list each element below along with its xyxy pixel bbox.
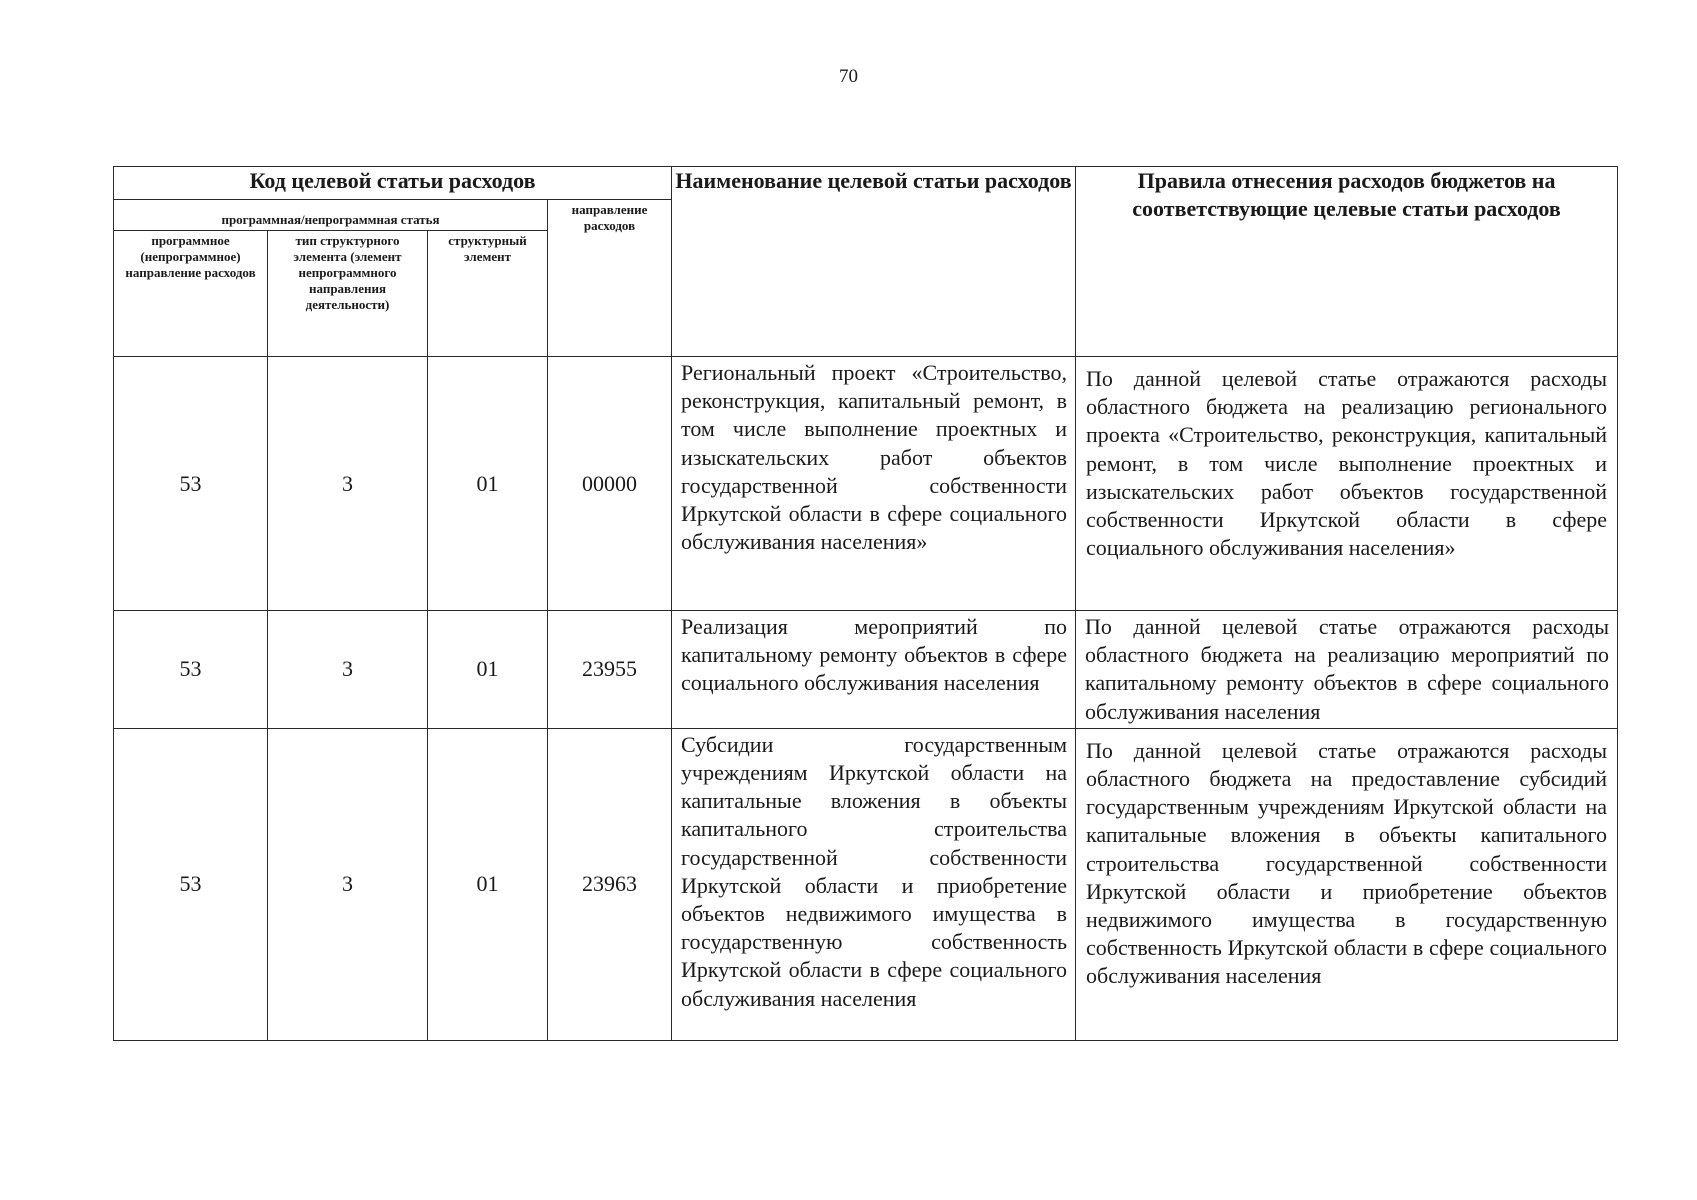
header-direction-of-expenses: направление расходов xyxy=(548,200,672,357)
header-program-direction: программное (непрограммное) направление расходов xyxy=(114,231,268,357)
cell-program-code: 53 xyxy=(114,611,268,729)
cell-program-code: 53 xyxy=(114,728,268,1040)
header-structural-element-type: тип структурного элемента (элемент непрограммного направления деятельности) xyxy=(268,231,428,357)
cell-direction-code: 23955 xyxy=(548,611,672,729)
cell-article-rule: По данной целевой статье отражаются расходы областного бюджета на реализацию регионального проекта «Строительство, реконструкция, капитальный ремонт, в том числе выполнение проектных и изыскательских работ объектов государственной собственности Иркутской области в сфере социального обслуживания населения» xyxy=(1076,357,1618,611)
cell-element-code: 01 xyxy=(428,728,548,1040)
cell-article-rule: По данной целевой статье отражаются расходы областного бюджета на реализацию мероприятий по капитальному ремонту объектов в сфере социального обслуживания населения xyxy=(1076,611,1618,729)
cell-direction-code: 23963 xyxy=(548,728,672,1040)
cell-element-code: 01 xyxy=(428,611,548,729)
header-rules: Правила отнесения расходов бюджетов на соответствующие целевые статьи расходов xyxy=(1076,167,1618,357)
cell-type-code: 3 xyxy=(268,357,428,611)
cell-type-code: 3 xyxy=(268,728,428,1040)
table-row xyxy=(114,357,1618,611)
cell-direction-code: 00000 xyxy=(548,357,672,611)
header-program-article: программная/непрограммная статья xyxy=(114,200,548,231)
target-expense-table xyxy=(113,166,1618,1041)
cell-element-code: 01 xyxy=(428,357,548,611)
cell-article-name: Субсидии государственным учреждениям Иркутской области на капитальные вложения в объекты капитального строительства государственной собственности Иркутской области и приобретение объектов недвижимого имущества в государственную собственность Иркутской области в сфере социального обслуживания населения xyxy=(672,728,1076,1040)
table-row xyxy=(114,728,1618,1040)
cell-article-name: Реализация мероприятий по капитальному ремонту объектов в сфере социального обслуживания населения xyxy=(672,611,1076,729)
header-name: Наименование целевой статьи расходов xyxy=(672,167,1076,357)
table-row xyxy=(114,611,1618,729)
page-number: 70 xyxy=(839,66,858,87)
header-structural-element: структурный элемент xyxy=(428,231,548,357)
cell-program-code: 53 xyxy=(114,357,268,611)
cell-type-code: 3 xyxy=(268,611,428,729)
cell-article-rule: По данной целевой статье отражаются расходы областного бюджета на предоставление субсидий государственным учреждениям Иркутской области на капитальные вложения в объекты капитального строительства государственной собственности Иркутской области и приобретение объектов недвижимого имущества в государственную собственность Иркутской области в сфере социального обслуживания населения xyxy=(1076,728,1618,1040)
header-code-group: Код целевой статьи расходов xyxy=(114,167,672,200)
cell-article-name: Региональный проект «Строительство, реконструкция, капитальный ремонт, в том числе выполнение проектных и изыскательских работ объектов государственной собственности Иркутской области в сфере социального обслуживания населения» xyxy=(672,357,1076,611)
